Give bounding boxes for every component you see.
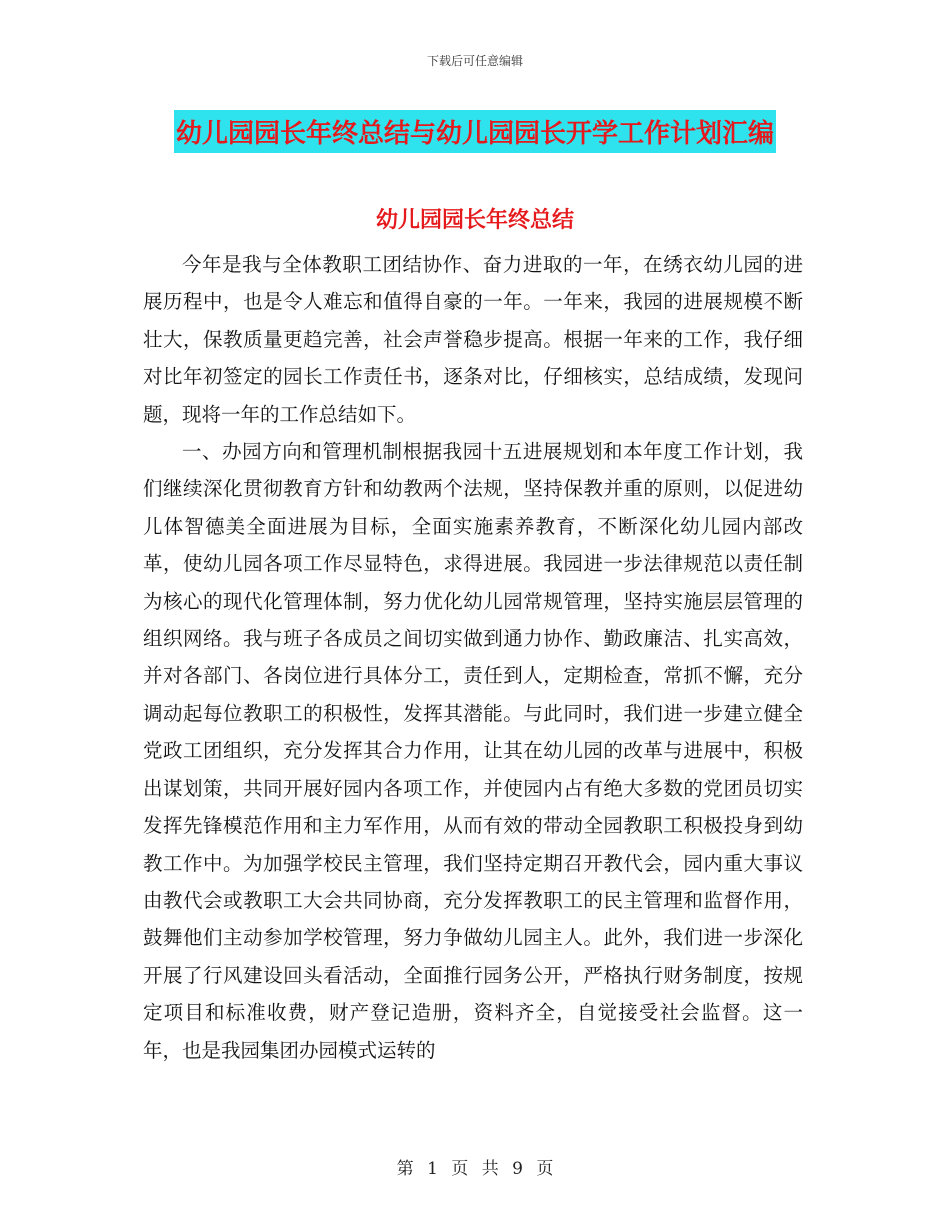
- document-body: [143, 246, 803, 1069]
- page-label-mid: 页: [451, 1159, 469, 1179]
- main-title-container: [0, 110, 950, 153]
- section-title: 幼儿园园长年终总结: [375, 208, 574, 233]
- document-main-title: 幼儿园园长年终总结与幼儿园园长开学工作计划汇编: [174, 110, 776, 153]
- page-label-total-prefix: 共: [481, 1159, 499, 1179]
- current-page-number: 1: [427, 1159, 438, 1179]
- paragraph-1: 今年是我与全体教职工团结协作、奋力进取的一年，在绣衣幼儿园的进展历程中，也是令人难忘和值得自豪的一年。一年来，我园的进展规模不断壮大，保教质量更趋完善，社会声誉稳步提高。根据一年来的工作，我仔细对比年初签定的园长工作责任书，逐条对比，仔细核实，总结成绩，发现问题，现将一年的工作总结如下。: [143, 253, 803, 426]
- page-label-prefix: 第: [396, 1159, 414, 1179]
- page-footer: [0, 1154, 950, 1179]
- page-label-suffix: 页: [536, 1159, 554, 1179]
- header-note: 下载后可任意编辑: [426, 54, 523, 68]
- paragraph-2: 一、办园方向和管理机制根据我园十五进展规划和本年度工作计划，我们继续深化贯彻教育方针和幼教两个法规，坚持保教并重的原则，以促进幼儿体智德美全面进展为目标，全面实施素养教育，不断深化幼儿园内部改革，使幼儿园各项工作尽显特色，求得进展。我园进一步法律规范以责任制为核心的现代化管理体制，努力优化幼儿园常规管理，坚持实施层层管理的组织网络。我与班子各成员之间切实做到通力协作、勤政廉洁、扎实高效，并对各部门、各岗位进行具体分工，责任到人，定期检查，常抓不懈，充分调动起每位教职工的积极性，发挥其潜能。与此同时，我们进一步建立健全党政工团组织，充分发挥其合力作用，让其在幼儿园的改革与进展中，积极出谋划策，共同开展好园内各项工作，并使园内占有绝大多数的党团员切实发挥先锋模范作用和主力军作用，从而有效的带动全园教职工积极投身到幼教工作中。为加强学校民主管理，我们坚持定期召开教代会，园内重大事议由教代会或教职工大会共同协商，充分发挥教职工的民主管理和监督作用，鼓舞他们主动参加学校管理，努力争做幼儿园主人。此外，我们进一步深化开展了行风建设回头看活动，全面推行园务公开，严格执行财务制度，按规定项目和标准收费，财产登记造册，资料齐全，自觉接受社会监督。这一年，也是我园集团办园模式运转的: [143, 440, 803, 1062]
- total-pages-number: 9: [512, 1159, 523, 1179]
